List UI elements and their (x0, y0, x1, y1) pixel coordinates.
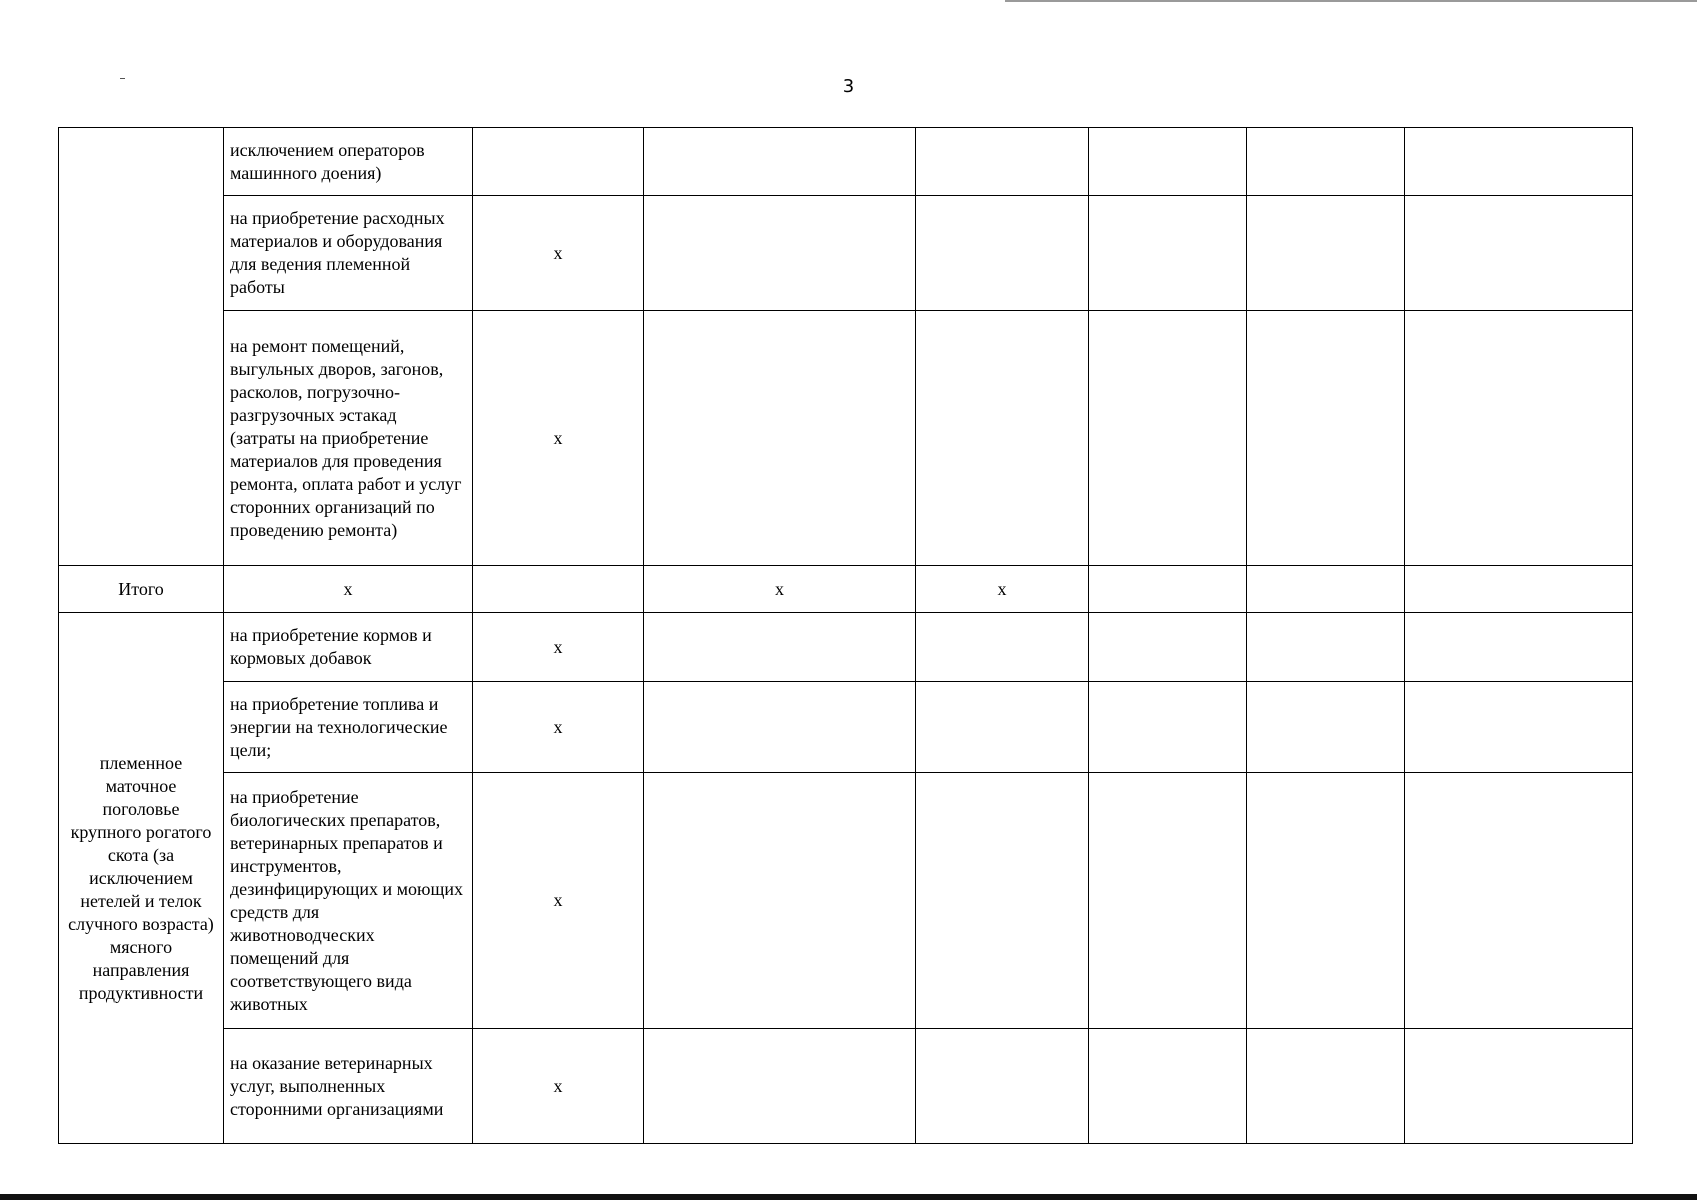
empty-cell (1247, 613, 1405, 682)
mark-cell: х (473, 613, 644, 682)
empty-cell (1089, 613, 1247, 682)
empty-cell (644, 682, 916, 773)
cost-description: на приобретение биологических препаратов, ветеринарных препаратов и инструментов, дезинфицирующих и моющих средств для животноводческих помещений для соответствующего вида животных (224, 773, 473, 1029)
empty-cell (644, 1029, 916, 1144)
mark-cell: х (473, 682, 644, 773)
total-row (59, 566, 1633, 613)
total-label: Итого (59, 566, 224, 613)
empty-cell (916, 128, 1089, 196)
subsidy-cost-table (58, 127, 1633, 1144)
category-cell: племенное маточное поголовье крупного рогатого скота (за исключением нетелей и телок случного возраста) мясного направления продуктивности (59, 613, 224, 1144)
empty-cell (1405, 682, 1633, 773)
empty-cell (644, 773, 916, 1029)
empty-cell (1405, 1029, 1633, 1144)
empty-cell (1089, 311, 1247, 566)
empty-cell (1405, 566, 1633, 613)
empty-cell (644, 196, 916, 311)
category-cell-continued (59, 128, 224, 566)
cost-description: исключением операторов машинного доения) (224, 128, 473, 196)
table-row (59, 613, 1633, 682)
empty-cell (1089, 1029, 1247, 1144)
bottom-edge-bar (0, 1194, 1697, 1200)
empty-cell (1089, 196, 1247, 311)
mark-cell: х (473, 773, 644, 1029)
mark-cell: х (916, 566, 1089, 613)
mark-cell: х (644, 566, 916, 613)
empty-cell (1405, 613, 1633, 682)
empty-cell (1247, 566, 1405, 613)
table-row (59, 773, 1633, 1029)
empty-cell (1089, 566, 1247, 613)
empty-cell (916, 682, 1089, 773)
empty-cell (1247, 773, 1405, 1029)
empty-cell (1405, 196, 1633, 311)
mark-cell (473, 128, 644, 196)
empty-cell (1405, 128, 1633, 196)
empty-cell (1247, 196, 1405, 311)
empty-cell (1405, 773, 1633, 1029)
empty-cell (1247, 682, 1405, 773)
empty-cell (916, 311, 1089, 566)
mark-cell: х (473, 311, 644, 566)
mark-cell (473, 566, 644, 613)
empty-cell (1247, 128, 1405, 196)
empty-cell (1247, 1029, 1405, 1144)
cost-description: на приобретение расходных материалов и оборудования для ведения племенной работы (224, 196, 473, 311)
top-edge-line (1005, 0, 1697, 2)
page-number: 3 (842, 76, 855, 97)
empty-cell (1089, 128, 1247, 196)
table-row (59, 682, 1633, 773)
empty-cell (916, 1029, 1089, 1144)
table-row (59, 196, 1633, 311)
empty-cell (644, 311, 916, 566)
mark-cell: х (473, 196, 644, 311)
table-row (59, 1029, 1633, 1144)
empty-cell (916, 196, 1089, 311)
empty-cell (916, 773, 1089, 1029)
mark-cell: х (224, 566, 473, 613)
empty-cell (1405, 311, 1633, 566)
empty-cell (916, 613, 1089, 682)
empty-cell (644, 613, 916, 682)
cost-description: на приобретение кормов и кормовых добавок (224, 613, 473, 682)
table-row (59, 311, 1633, 566)
empty-cell (1247, 311, 1405, 566)
table-row (59, 128, 1633, 196)
empty-cell (644, 128, 916, 196)
empty-cell (1089, 682, 1247, 773)
cost-description: на оказание ветеринарных услуг, выполненных сторонними организациями (224, 1029, 473, 1144)
cost-description: на приобретение топлива и энергии на технологические цели; (224, 682, 473, 773)
mark-cell: х (473, 1029, 644, 1144)
cost-description: на ремонт помещений, выгульных дворов, загонов, расколов, погрузочно-разгрузочных эстакад (затраты на приобретение материалов для проведения ремонта, оплата работ и услуг сторонних организаций по проведению ремонта) (224, 311, 473, 566)
empty-cell (1089, 773, 1247, 1029)
